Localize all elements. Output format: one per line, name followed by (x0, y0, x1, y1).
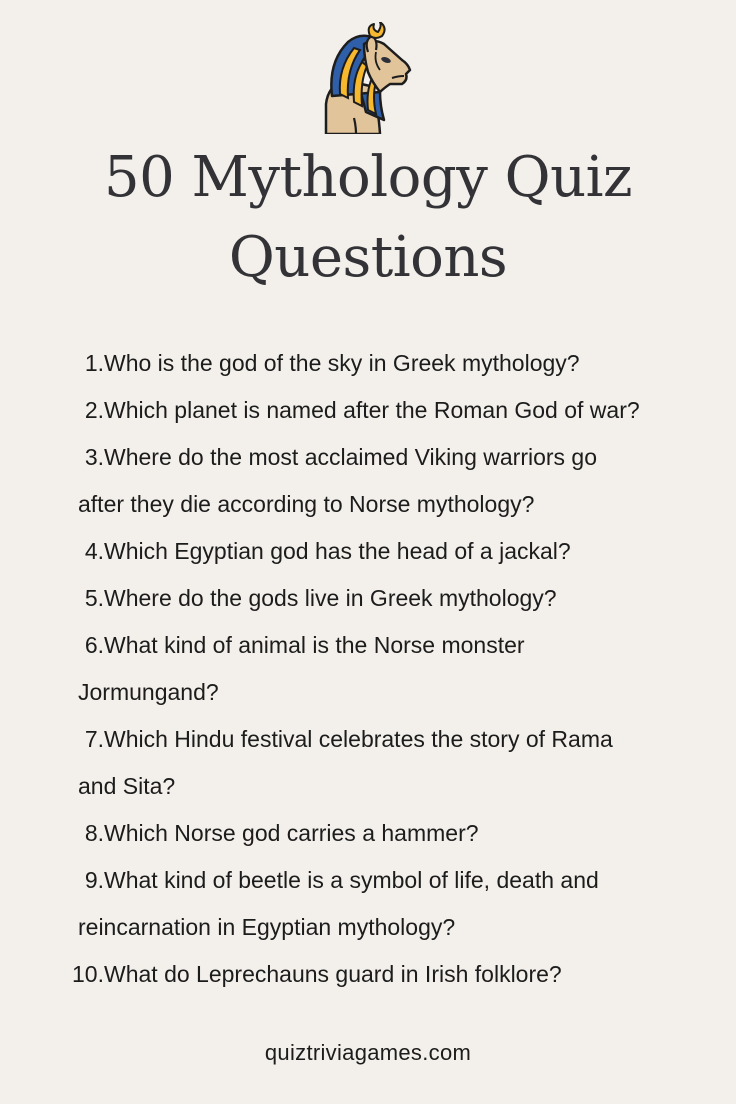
question-item (0, 951, 736, 998)
question-item (0, 575, 736, 622)
question-text: What do Leprechauns guard in Irish folklore? (104, 961, 562, 987)
page-title (0, 138, 736, 298)
question-item (0, 622, 736, 716)
question-list (0, 340, 736, 998)
question-number: 2. (84, 397, 104, 423)
question-text: What kind of beetle is a symbol of life, death and reincarnation in Egyptian mythology? (78, 867, 599, 940)
question-text: Which Norse god carries a hammer? (104, 820, 479, 846)
sphinx-head-icon (318, 22, 418, 134)
question-item (0, 340, 736, 387)
question-item (0, 434, 736, 528)
website-link[interactable]: quiztriviagames.com (264, 1040, 472, 1065)
question-number: 10. (72, 961, 104, 987)
question-item (0, 716, 736, 810)
question-text: Where do the most acclaimed Viking warriors go after they die according to Norse mythology? (78, 444, 598, 517)
question-text: Which Egyptian god has the head of a jackal? (104, 538, 571, 564)
question-number: 3. (84, 444, 104, 470)
question-number: 9. (84, 867, 104, 893)
question-number: 4. (84, 538, 104, 564)
question-number: 1. (84, 350, 104, 376)
question-item (0, 857, 736, 951)
question-text: Which planet is named after the Roman God of war? (104, 397, 640, 423)
question-text: Where do the gods live in Greek mythology? (104, 585, 557, 611)
title-line-1: 50 Mythology Quiz (103, 145, 633, 210)
question-text: Who is the god of the sky in Greek mythology? (104, 350, 580, 376)
question-item (0, 387, 736, 434)
title-line-2: Questions (228, 225, 508, 290)
question-number: 6. (84, 632, 104, 658)
question-text: Which Hindu festival celebrates the story of Rama and Sita? (78, 726, 613, 799)
question-number: 5. (84, 585, 104, 611)
question-number: 8. (84, 820, 104, 846)
question-item (0, 810, 736, 857)
question-number: 7. (84, 726, 104, 752)
question-item (0, 528, 736, 575)
question-text: What kind of animal is the Norse monster Jormungand? (78, 632, 525, 705)
